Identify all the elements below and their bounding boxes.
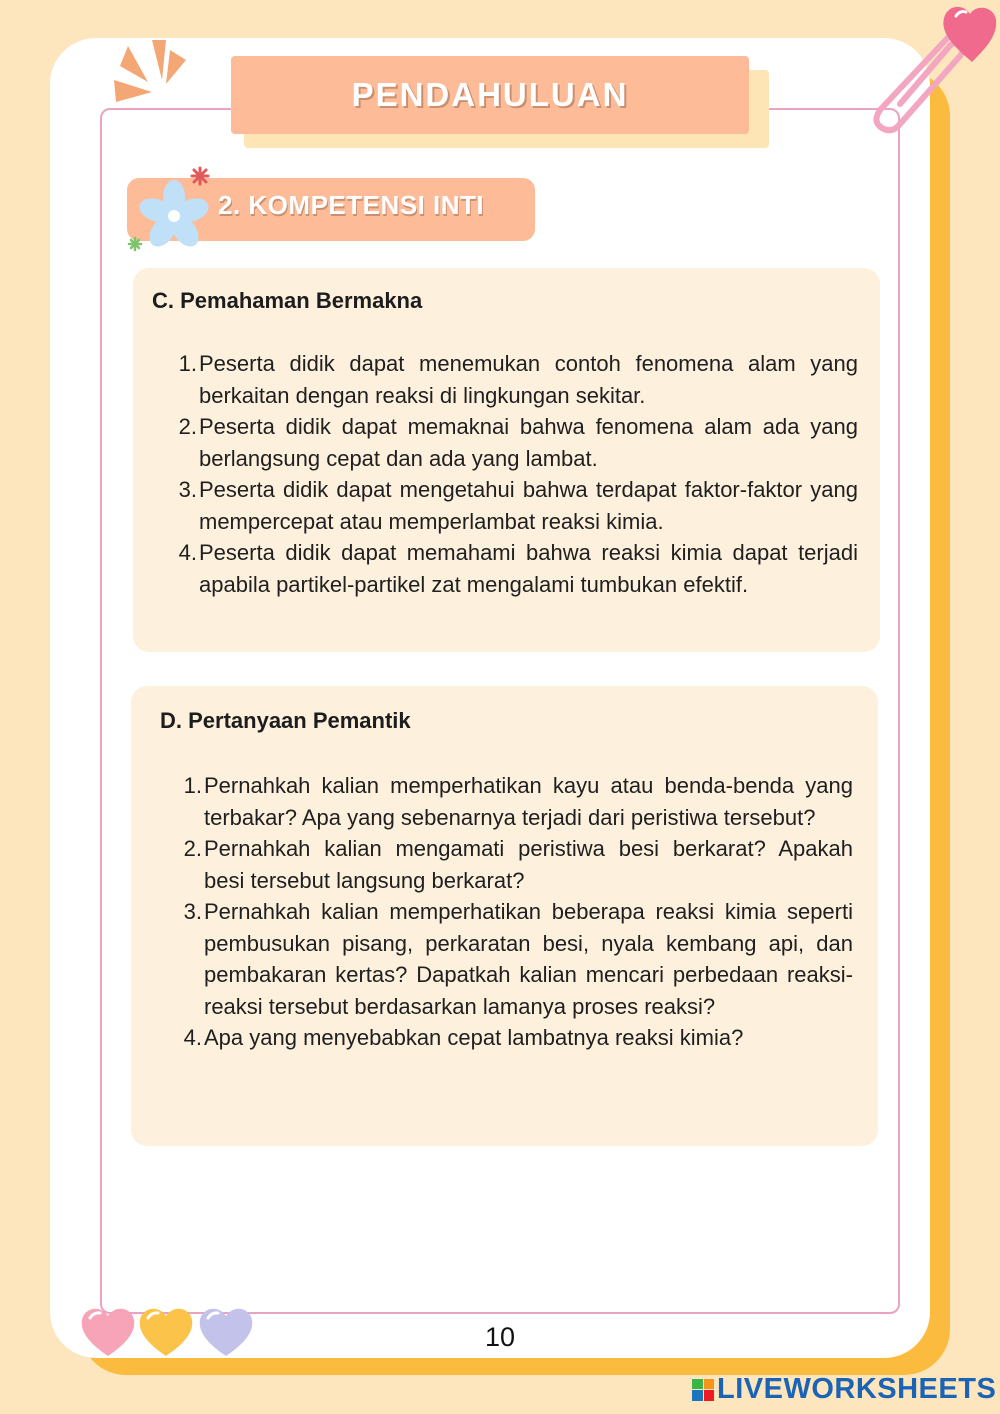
item-text: Peserta didik dapat memaknai bahwa fenomena alam ada yang berlangsung cepat dan ada yang lambat. (199, 414, 858, 471)
section-pertanyaan-pemantik (131, 686, 878, 1146)
page-title: PENDAHULUAN (351, 76, 629, 113)
item-number: 1. (178, 351, 197, 376)
brand-name: LIVEWORKSHEETS (717, 1373, 997, 1405)
page-number: 10 (484, 1322, 516, 1352)
item-number: 3. (178, 477, 197, 502)
list-item (176, 770, 853, 833)
list-item (176, 1022, 853, 1054)
item-number: 2. (183, 836, 202, 861)
item-list (176, 770, 853, 1054)
hearts-icon (80, 1304, 260, 1360)
list-item (171, 537, 858, 600)
item-text: Apa yang menyebabkan cepat lambatnya reaksi kimia? (204, 1025, 744, 1050)
section-subtitle: 2. KOMPETENSI INTI (218, 190, 485, 220)
item-text: Peserta didik dapat memahami bahwa reaksi kimia dapat terjadi apabila partikel-partikel zat mengalami tumbukan efektif. (199, 540, 858, 597)
section-heading: C. Pemahaman Bermakna (152, 288, 423, 313)
item-number: 3. (183, 899, 202, 924)
list-item (176, 833, 853, 896)
item-text: Pernahkah kalian mengamati peristiwa besi berkarat? Apakah besi tersebut langsung berkarat? (204, 836, 853, 893)
item-text: Pernahkah kalian memperhatikan beberapa reaksi kimia seperti pembusukan pisang, perkaratan besi, nyala kembang api, dan pembakaran kertas? Dapatkah kalian mencari perbedaan reaksi-reaksi tersebut berdasarkan lamanya proses reaksi? (204, 899, 853, 1019)
item-number: 1. (183, 773, 202, 798)
list-item (171, 348, 858, 411)
item-text: Peserta didik dapat mengetahui bahwa terdapat faktor-faktor yang mempercepat atau memperlambat reaksi kimia. (199, 477, 858, 534)
item-number: 4. (178, 540, 197, 565)
brand-logo-icon (692, 1379, 714, 1401)
list-item (171, 411, 858, 474)
section-pemahaman-bermakna (133, 268, 880, 652)
title-banner (231, 56, 749, 134)
sun-rays-icon (108, 36, 198, 106)
flower-icon (122, 160, 222, 260)
item-number: 2. (178, 414, 197, 439)
section-heading: D. Pertanyaan Pemantik (160, 708, 411, 733)
heart-paperclip-icon (860, 0, 1000, 140)
item-text: Peserta didik dapat menemukan contoh fenomena alam yang berkaitan dengan reaksi di lingkungan sekitar. (199, 351, 858, 408)
item-text: Pernahkah kalian memperhatikan kayu atau benda-benda yang terbakar? Apa yang sebenarnya terjadi dari peristiwa tersebut? (204, 773, 853, 830)
list-item (171, 474, 858, 537)
item-list (171, 348, 858, 600)
list-item (176, 896, 853, 1022)
item-number: 4. (183, 1025, 202, 1050)
brand-watermark (692, 1373, 996, 1406)
